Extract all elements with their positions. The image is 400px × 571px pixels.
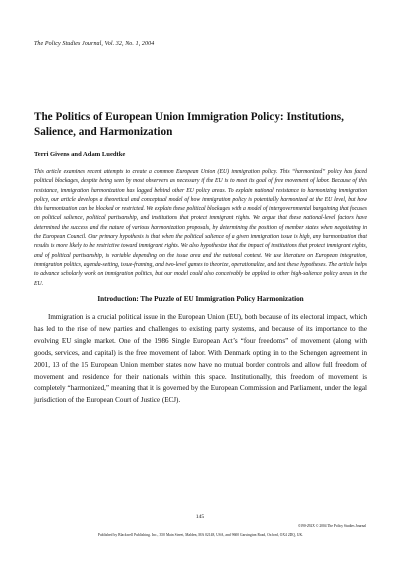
abstract-text: This article examines recent attempts to create a common European Union (EU) immigration policy. This “harmonized” policy has faced political blockages, despite being seen by most observers as necessary if the EU is to meet its goal of free movement of labor. Because of this resistance, immigration harmonization has lagged behind other EU policy areas. To explain national resistance to harmonizing immigration policy, our article develops a theoretical and conceptual model of how immigration policy is potentially harmonized at the EU level, but how this harmonization can be blocked or restricted. We explain these political blockages with a model of intergovernmental bargaining that focuses on political salience, political partisanship, and institutions that protect immigrant rights. We argue that these national-level factors have determined the success and the nature of various harmonization proposals, by determining the position of member states when negotiating in the European Council. Our primary hypothesis is that when the political salience of a given immigration issue is high, any harmonization that results is more likely to be restrictive toward immigrant rights. We also hypothesize that the impact of institutions that protect immigrant rights, and of political partisanship, is variable depending on the issue area and the national context. We use literature on European integration, immigration politics, agenda-setting, issue-framing, and two-level games to theorize, operationalize, and test these hypotheses. The article helps to advance scholarly work on immigration politics, but our model could also conceivably be applied to other high-salience policy areas in the EU. [34, 169, 367, 287]
body-paragraph: Immigration is a crucial political issue in the European Union (EU), both because of its electoral impact, which has led to the rise of new parties and challenges to existing party systems, and because of its importance to the evolving EU single market. One of the 1986 Single European Act’s “four freedoms” of movement (along with goods, services, and capital) is the free movement of labor. With Denmark opting in to the Schengen agreement in 2001, 13 of the 15 European Union member states now have no mutual border controls and allow full freedom of movement and residence for their nationals within this space. Institutionally, this freedom of movement is completely “harmonized,” meaning that it is governed by the European Commission and Parliament, under the legal jurisdiction of the European Court of Justice (ECJ). [34, 313, 367, 405]
article-authors: Terri Givens and Adam Luedtke [34, 151, 126, 158]
page-number: 145 [195, 514, 205, 520]
article-title: The Politics of European Union Immigration Policy: Institutions, Salience, and Harmonization [34, 111, 344, 138]
publisher-line: Published by Blackwell Publishing. Inc., 350 Main Street, Malden, MA 02148, USA, and 9600 Garsington Road, Oxford, OX4 2DQ, UK. [97, 533, 304, 537]
section-heading: Introduction: The Puzzle of EU Immigration Policy Harmonization [97, 295, 304, 303]
copyright-line: 0190-292X © 2004 The Policy Studies Journal [298, 524, 366, 528]
journal-header: The Policy Studies Journal, Vol. 32, No. 1, 2004 [34, 41, 155, 47]
